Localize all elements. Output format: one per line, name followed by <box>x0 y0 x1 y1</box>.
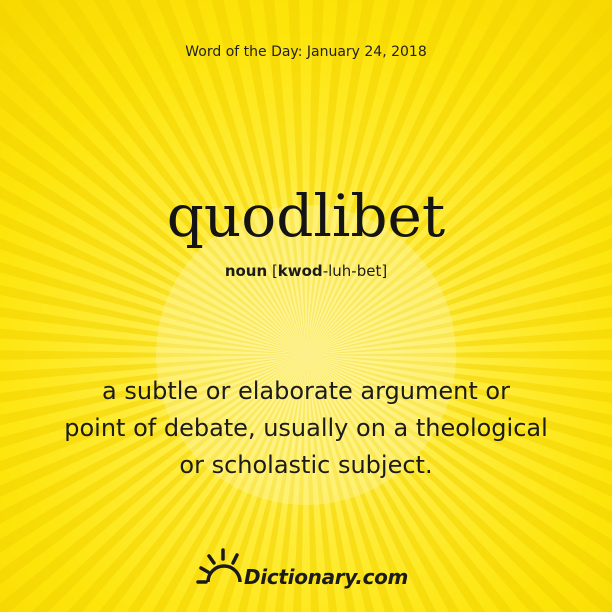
definition-line: a subtle or elaborate argument or <box>102 377 510 405</box>
pronunciation-bracket-open: [ <box>271 262 278 280</box>
pronunciation-rest: -luh-bet <box>322 262 382 280</box>
date-line: Word of the Day: January 24, 2018 <box>185 44 427 60</box>
definition-line: or scholastic subject. <box>179 451 433 479</box>
headword: quodlibet <box>166 182 446 250</box>
logo-text: Dictionary.com <box>244 565 409 589</box>
definition <box>20 373 592 484</box>
sunburst-icon <box>196 546 248 592</box>
pronunciation-stressed: kwod <box>277 262 323 280</box>
part-of-speech: noun <box>224 262 268 280</box>
pronunciation-line <box>0 262 612 280</box>
dictionary-logo[interactable] <box>196 546 416 592</box>
definition-line: point of debate, usually on a theological <box>64 414 548 442</box>
pronunciation-bracket-close: ] <box>381 262 388 280</box>
